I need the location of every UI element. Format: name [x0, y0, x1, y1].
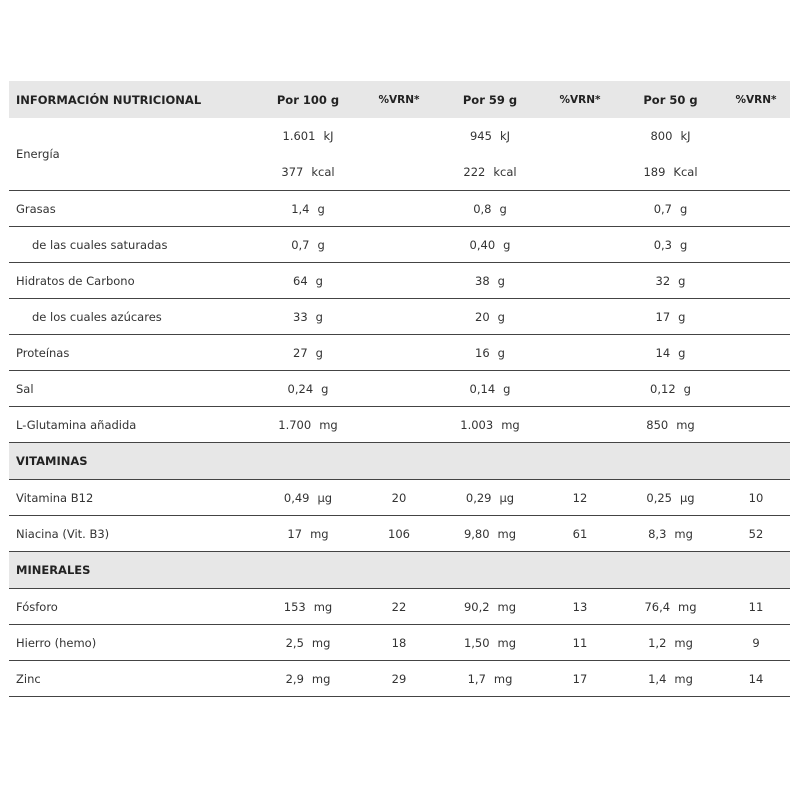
amount-value: 0,14: [469, 381, 496, 396]
vrn-cell: [722, 191, 790, 227]
energy-kj-value: 800: [650, 129, 673, 143]
energy-kcal-value: 189: [643, 165, 666, 179]
vrn-cell: [722, 335, 790, 371]
row-label: Vitamina B12: [16, 490, 94, 505]
header-per-50g: Por 50 g: [643, 92, 698, 107]
amount-cell: [439, 263, 541, 299]
vrn-cell: 17: [572, 671, 588, 686]
amount-unit: g: [503, 237, 511, 252]
row-label: Hierro (hemo): [16, 635, 97, 650]
vrn-cell: 10: [748, 490, 764, 505]
amount-cell: [619, 299, 722, 335]
table-header-row: [9, 81, 790, 118]
vrn-cell: 20: [391, 490, 407, 505]
amount-value: 17: [655, 309, 671, 324]
amount-cell: [619, 661, 722, 697]
vrn-cell: 52: [748, 526, 764, 541]
amount-value: 0,25: [646, 490, 672, 505]
vrn-cell: [541, 407, 619, 443]
amount-cell: [439, 371, 541, 407]
amount-value: 20: [475, 309, 490, 324]
row-label: Proteínas: [16, 345, 70, 360]
table-row: [9, 299, 790, 335]
table-row: [9, 263, 790, 299]
vrn-cell: 13: [572, 599, 588, 614]
vrn-cell: [722, 227, 790, 263]
energy-kj-unit: kJ: [499, 129, 510, 143]
vrn-cell: 14: [748, 671, 764, 686]
amount-value: 16: [475, 345, 490, 360]
energy-kj-unit: kJ: [323, 129, 334, 143]
row-label: Grasas: [16, 201, 56, 216]
amount-cell: [257, 191, 359, 227]
amount-cell: [439, 191, 541, 227]
amount-unit: mg: [497, 599, 517, 614]
amount-unit: g: [678, 345, 686, 360]
energy-100g: [257, 118, 359, 191]
table-row: [9, 371, 790, 407]
row-label: Niacina (Vit. B3): [16, 526, 110, 541]
amount-cell: [439, 516, 541, 552]
table-row: [9, 625, 790, 661]
vrn-cell: [359, 191, 439, 227]
table-row: [9, 516, 790, 552]
amount-cell: [619, 589, 722, 625]
amount-cell: [439, 335, 541, 371]
amount-cell: [257, 480, 359, 516]
amount-unit: g: [317, 201, 325, 216]
header-vrn-50g: %VRN*: [735, 93, 777, 106]
energy-59g: [439, 118, 541, 191]
amount-cell: [257, 227, 359, 263]
nutrition-table: [9, 81, 790, 697]
amount-unit: mg: [674, 671, 693, 686]
amount-cell: [257, 371, 359, 407]
amount-unit: g: [497, 345, 505, 360]
energy-kcal-unit: Kcal: [673, 165, 698, 179]
table-row: [9, 407, 790, 443]
energy-kj-value: 945: [469, 129, 492, 143]
amount-value: 2,9: [285, 671, 304, 686]
amount-unit: g: [321, 381, 329, 396]
amount-cell: [257, 299, 359, 335]
amount-cell: [257, 407, 359, 443]
amount-unit: g: [317, 237, 325, 252]
amount-unit: mg: [310, 526, 329, 541]
amount-unit: g: [315, 273, 323, 288]
amount-unit: g: [679, 201, 688, 216]
energy-50g: [619, 118, 722, 191]
amount-unit: g: [678, 273, 686, 288]
amount-value: 32: [655, 273, 671, 288]
amount-value: 0,7: [291, 237, 310, 252]
amount-value: 9,80: [463, 526, 490, 541]
amount-unit: g: [503, 381, 511, 396]
vrn-cell: 18: [391, 635, 407, 650]
amount-cell: [619, 625, 722, 661]
amount-cell: [619, 335, 722, 371]
energy-label: Energía: [16, 147, 60, 161]
amount-cell: [439, 227, 541, 263]
vrn-cell: [359, 299, 439, 335]
amount-value: 64: [293, 273, 308, 288]
vrn-cell: [541, 263, 619, 299]
amount-unit: g: [315, 309, 323, 324]
amount-value: 33: [293, 309, 308, 324]
amount-value: 14: [655, 345, 671, 360]
vrn-cell: [541, 191, 619, 227]
vrn-cell: 29: [391, 671, 407, 686]
nutrition-table-container: [9, 81, 790, 697]
amount-unit: g: [315, 345, 323, 360]
energy-kcal-unit: kcal: [311, 165, 335, 179]
amount-unit: µg: [679, 490, 695, 505]
vrn-cell: 11: [748, 599, 764, 614]
row-label: Hidratos de Carbono: [16, 273, 135, 288]
amount-value: 0,8: [473, 201, 492, 216]
amount-unit: mg: [311, 635, 331, 650]
amount-cell: [257, 263, 359, 299]
header-vrn-59g: %VRN*: [559, 93, 601, 106]
amount-cell: [439, 661, 541, 697]
amount-unit: mg: [497, 635, 517, 650]
row-label: Sal: [16, 381, 34, 396]
amount-value: 76,4: [644, 599, 671, 614]
amount-value: 1,2: [648, 635, 667, 650]
amount-value: 90,2: [463, 599, 490, 614]
row-label: de los cuales azúcares: [32, 309, 162, 324]
table-row: [9, 661, 790, 697]
energy-kj-value: 1.601: [282, 129, 316, 143]
vrn-cell: [359, 227, 439, 263]
table-row: [9, 227, 790, 263]
amount-unit: mg: [313, 599, 333, 614]
vrn-cell: [359, 371, 439, 407]
macronutrient-rows: [9, 191, 790, 443]
energy-kcal-unit: kcal: [493, 165, 517, 179]
amount-unit: g: [497, 273, 505, 288]
amount-value: 27: [293, 345, 308, 360]
row-label: de las cuales saturadas: [32, 237, 168, 252]
amount-value: 0,29: [465, 490, 492, 505]
header-vrn-100g: %VRN*: [378, 93, 420, 106]
vrn-cell: [359, 263, 439, 299]
amount-cell: [257, 335, 359, 371]
section-title: MINERALES: [16, 563, 91, 577]
amount-cell: [619, 227, 722, 263]
amount-cell: [619, 480, 722, 516]
amount-cell: [619, 516, 722, 552]
amount-unit: µg: [317, 490, 333, 505]
table-row: [9, 335, 790, 371]
vrn-cell: [722, 371, 790, 407]
amount-cell: [439, 407, 541, 443]
amount-value: 1,7: [467, 671, 486, 686]
amount-cell: [257, 625, 359, 661]
amount-unit: g: [679, 237, 688, 252]
amount-cell: [439, 299, 541, 335]
amount-value: 1,4: [648, 671, 667, 686]
amount-unit: g: [683, 381, 691, 396]
section-header-minerals: [9, 552, 790, 589]
amount-unit: g: [497, 309, 505, 324]
amount-unit: mg: [497, 526, 517, 541]
section-title: VITAMINAS: [16, 454, 88, 468]
amount-cell: [619, 371, 722, 407]
amount-cell: [619, 263, 722, 299]
energy-kj-unit: kJ: [680, 129, 691, 143]
header-per-100g: Por 100 g: [276, 92, 340, 107]
amount-cell: [439, 589, 541, 625]
amount-cell: [257, 516, 359, 552]
amount-unit: mg: [676, 417, 695, 432]
row-label: Fósforo: [16, 599, 58, 614]
amount-value: 153: [283, 599, 306, 614]
vrn-cell: 11: [572, 635, 588, 650]
amount-cell: [439, 480, 541, 516]
amount-unit: mg: [674, 526, 693, 541]
energy-kcal-value: 377: [281, 165, 304, 179]
amount-value: 0,49: [283, 490, 310, 505]
vrn-cell: [359, 335, 439, 371]
amount-cell: [257, 589, 359, 625]
vrn-cell: [359, 407, 439, 443]
amount-value: 8,3: [648, 526, 667, 541]
energy-row: [9, 118, 790, 191]
amount-unit: g: [678, 309, 686, 324]
amount-value: 1,4: [291, 201, 310, 216]
amount-unit: mg: [501, 417, 520, 432]
vrn-cell: 12: [572, 490, 588, 505]
table-row: [9, 191, 790, 227]
amount-unit: mg: [311, 671, 331, 686]
vrn-cell: 106: [388, 526, 410, 541]
amount-cell: [619, 191, 722, 227]
vrn-cell: 9: [752, 635, 760, 650]
amount-unit: mg: [678, 599, 697, 614]
amount-cell: [619, 407, 722, 443]
table-row: [9, 480, 790, 516]
header-per-59g: Por 59 g: [462, 92, 518, 107]
amount-value: 0,24: [287, 381, 314, 396]
header-title: INFORMACIÓN NUTRICIONAL: [16, 92, 202, 107]
row-label: L-Glutamina añadida: [16, 417, 137, 432]
vitamin-rows: [9, 443, 790, 552]
amount-unit: mg: [493, 671, 513, 686]
vrn-cell: [541, 335, 619, 371]
amount-value: 0,40: [469, 237, 496, 252]
amount-value: 850: [646, 417, 669, 432]
amount-cell: [257, 661, 359, 697]
amount-value: 2,5: [285, 635, 304, 650]
vrn-cell: 22: [391, 599, 407, 614]
amount-value: 1.700: [278, 417, 312, 432]
section-header-vitamins: [9, 443, 790, 480]
amount-value: 0,7: [653, 201, 672, 216]
mineral-rows: [9, 552, 790, 697]
vrn-cell: 61: [572, 526, 588, 541]
amount-value: 1.003: [460, 417, 494, 432]
row-label: Zinc: [16, 671, 41, 686]
amount-value: 1,50: [463, 635, 490, 650]
vrn-cell: [722, 407, 790, 443]
amount-value: 0,3: [653, 237, 672, 252]
vrn-cell: [541, 299, 619, 335]
amount-unit: g: [499, 201, 507, 216]
amount-unit: µg: [499, 490, 515, 505]
amount-cell: [439, 625, 541, 661]
vrn-cell: [541, 227, 619, 263]
amount-unit: mg: [674, 635, 693, 650]
vrn-cell: [541, 371, 619, 407]
vrn-cell: [722, 263, 790, 299]
table-row: [9, 589, 790, 625]
amount-unit: mg: [319, 417, 338, 432]
energy-kcal-value: 222: [463, 165, 486, 179]
amount-value: 0,12: [650, 381, 676, 396]
amount-value: 17: [287, 526, 303, 541]
amount-value: 38: [475, 273, 490, 288]
vrn-cell: [722, 299, 790, 335]
